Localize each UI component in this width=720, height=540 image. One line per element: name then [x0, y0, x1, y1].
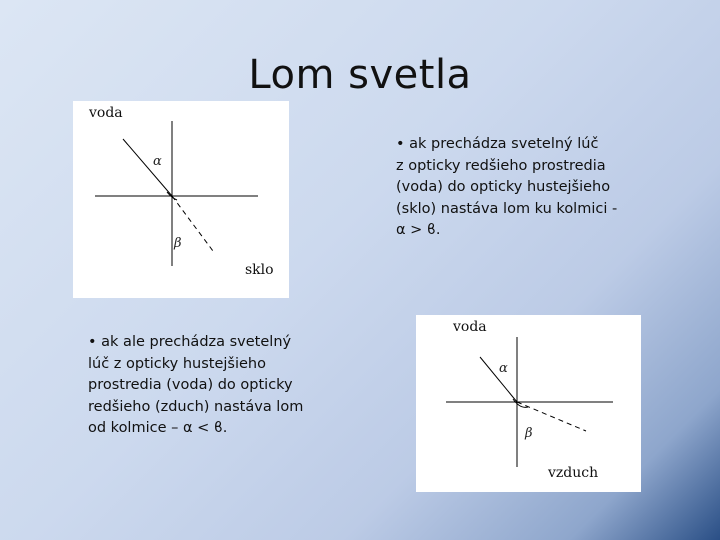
angle-alpha-label: α [499, 361, 508, 376]
text-line: (sklo) nastáva lom ku kolmici - [396, 200, 618, 217]
text-line: • ak ale prechádza svetelný [88, 334, 292, 350]
angle-beta-label: β [174, 236, 182, 251]
text-line: (voda) do opticky hustejšieho [396, 179, 611, 195]
angle-alpha-label: α [153, 154, 162, 169]
text-line: lúč z opticky hustejšieho [88, 355, 266, 372]
angle-beta-label: β [525, 426, 533, 441]
text-line: od kolmice – α < ϐ. [88, 420, 228, 436]
bullet-paragraph-1 [396, 134, 641, 242]
text-line: α > ϐ. [396, 222, 441, 238]
medium-label-bottom: vzduch [548, 465, 599, 481]
medium-label-bottom: sklo [245, 262, 274, 278]
text-line: prostredia (voda) do opticky [88, 377, 293, 393]
refraction-diagram-water-glass [73, 101, 289, 298]
bullet-paragraph-2 [88, 332, 318, 440]
medium-label-top: voda [89, 105, 123, 121]
text-line: z opticky redšieho prostredia [396, 157, 606, 174]
incident-ray [123, 139, 172, 196]
refraction-diagram-water-air [416, 315, 641, 492]
slide-title: Lom svetla [248, 52, 472, 98]
text-line: redšieho (zduch) nastáva lom [88, 398, 304, 415]
medium-label-top: voda [453, 319, 487, 335]
text-line: • ak prechádza svetelný lúč [396, 136, 599, 152]
refraction-lines [416, 315, 641, 492]
